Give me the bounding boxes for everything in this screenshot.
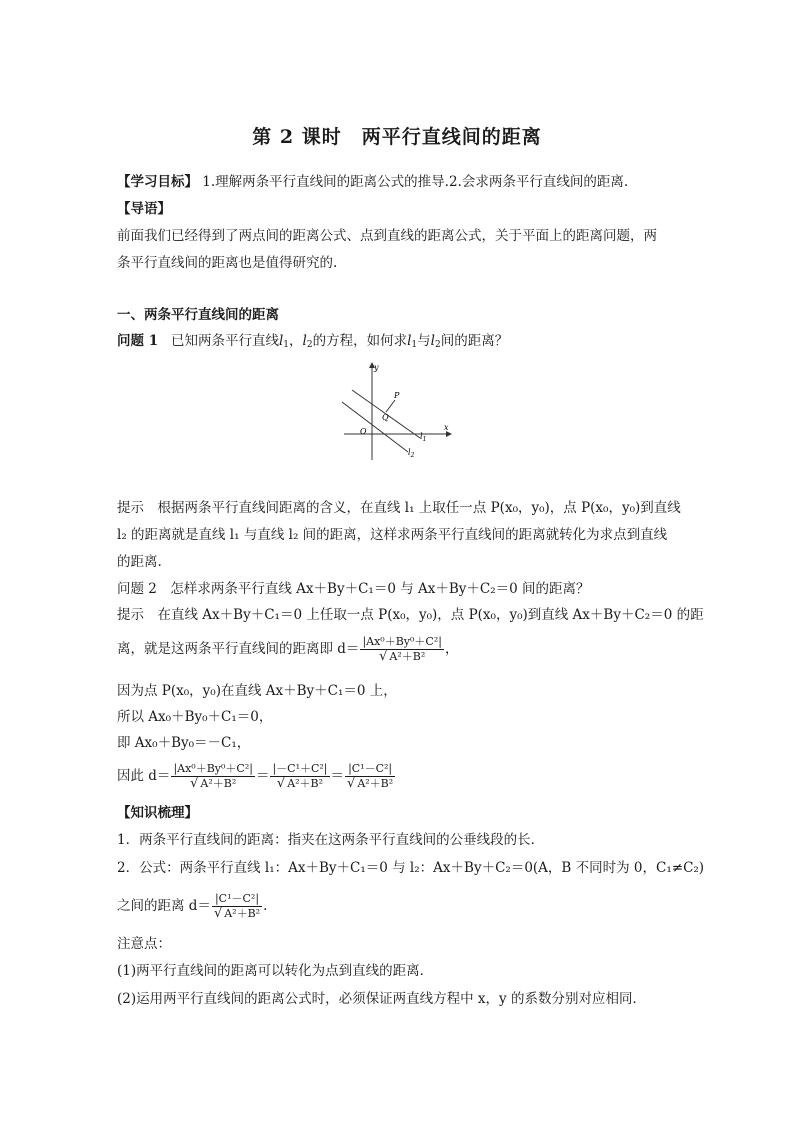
equals-sign: ＝ — [330, 768, 345, 784]
notes-tag: 注意点： — [117, 936, 171, 952]
fraction — [360, 636, 444, 663]
var-l: l — [278, 333, 284, 349]
subscript: 2 — [434, 340, 441, 350]
hint-2-line-4: 所以 Ax₀＋By₀＋C₁＝0， — [117, 709, 273, 725]
l2-label: $l_2$ — [408, 448, 415, 459]
question-1 — [117, 331, 508, 351]
hint-1-line-1: 提示 根据两条平行直线间距离的含义，在直线 l₁ 上取任一点 P(x₀，y₀)，点 P(x₀，y₀)到直线 — [117, 500, 681, 516]
fraction — [171, 763, 255, 790]
learning-objective — [117, 172, 628, 192]
question-1-text: 与 — [417, 333, 431, 349]
sqrt-icon: √ — [347, 776, 356, 791]
punctuation: ， — [444, 641, 459, 657]
point-q-label: Q — [382, 413, 389, 422]
separator: ， — [289, 333, 303, 349]
fraction-numerator: |－C¹＋C²| — [272, 762, 328, 775]
point-p-label: P — [394, 391, 400, 400]
perpendicular-segment — [386, 400, 395, 412]
sqrt-content: A²＋B² — [287, 777, 324, 790]
page-title: 第 2 课时 两平行直线间的距离 — [252, 126, 542, 148]
var-l: l — [430, 333, 435, 349]
sqrt-icon: √ — [190, 776, 199, 791]
fraction-denominator — [171, 777, 255, 790]
hint-2-text: 离，就是这两条平行直线间的距离即 d＝ — [117, 641, 360, 657]
intro-line-2: 条平行直线间的距离也是值得研究的. — [117, 255, 338, 271]
hint-1-line-2: l₂ 的距离就是直线 l₁ 与直线 l₂ 间的距离，这样求两条平行直线间的距离就转化为求点到直线 — [117, 527, 668, 543]
l1-label: $l_1$ — [420, 432, 427, 443]
fraction-denominator — [360, 650, 444, 663]
x-label: x — [444, 423, 449, 432]
fraction-numerator: |Ax⁰＋By⁰＋C²| — [362, 635, 442, 648]
note-2: (2)运用两平行直线间的距离公式时，必须保证两直线方程中 x，y 的系数分别对应相同． — [117, 991, 646, 1007]
sqrt-content: A²＋B² — [389, 650, 426, 663]
question-2: 问题 2 怎样求两条平行直线 Ax＋By＋C₁＝0 与 Ax＋By＋C₂＝0 间的距离？ — [117, 581, 590, 597]
intro-tag: 【导语】 — [117, 201, 171, 217]
hint-2-line-1: 提示 在直线 Ax＋By＋C₁＝0 上任取一点 P(x₀，y₀)，点 P(x₀，y₀)到直线 Ax＋By＋C₂＝0 的距 — [117, 607, 704, 623]
origin-label: O — [360, 427, 367, 436]
var-l: l — [407, 333, 412, 349]
var-l: l — [302, 333, 307, 349]
subscript: 1 — [283, 340, 290, 350]
sqrt-content: A²＋B² — [224, 907, 261, 920]
equals-sign: ＝ — [255, 768, 270, 784]
y-label: y — [374, 363, 379, 372]
question-1-text: 间的距离？ — [440, 333, 509, 349]
fraction — [270, 763, 329, 790]
sqrt-content: A²＋B² — [357, 777, 394, 790]
sqrt-icon: √ — [379, 649, 388, 664]
hint-2-text: 因此 d＝ — [117, 768, 171, 784]
question-1-text: 的方程，如何求 — [312, 333, 408, 349]
fraction-denominator — [212, 907, 262, 920]
fraction — [212, 893, 262, 920]
fraction-numerator: |Ax⁰＋By⁰＋C²| — [173, 762, 253, 775]
sqrt-icon: √ — [276, 776, 286, 791]
question-1-label: 问题 1 — [117, 333, 159, 349]
punctuation: . — [263, 898, 268, 914]
hint-2-line-5: 即 Ax₀＋By₀＝－C₁， — [117, 735, 251, 751]
sqrt-icon: √ — [213, 906, 223, 921]
section-heading: 一、两条平行直线间的距离 — [117, 307, 279, 323]
hint-2-line-6 — [117, 763, 396, 790]
fraction-numerator: |C¹－C²| — [345, 763, 395, 777]
objective-tag: 【学习目标】 — [117, 174, 198, 190]
note-1: (1)两平行直线间的距离可以转化为点到直线的距离． — [117, 963, 434, 979]
intro-line-1: 前面我们已经得到了两点间的距离公式、点到直线的距离公式，关于平面上的距离问题，两 — [117, 228, 657, 244]
hint-2-line-3: 因为点 P(x₀，y₀)在直线 Ax＋By＋C₁＝0 上， — [117, 683, 397, 699]
objective-text: 1.理解两条平行直线间的距离公式的推导.2.会求两条平行直线间的距离. — [202, 174, 629, 190]
question-1-text: 已知两条平行直线 — [170, 333, 279, 349]
fraction-denominator — [270, 777, 329, 790]
knowledge-text: 之间的距离 d＝ — [117, 898, 211, 914]
knowledge-item-2: 2．公式：两条平行直线 l₁：Ax＋By＋C₁＝0 与 l₂：Ax＋By＋C₂＝0(A，B 不同时为 0，C₁≠C₂) — [117, 860, 705, 876]
sqrt-content: A²＋B² — [200, 777, 237, 790]
fraction-denominator — [345, 777, 395, 790]
fraction — [345, 763, 395, 790]
hint-2-line-2 — [117, 636, 458, 663]
hint-1-line-3: 的距离. — [117, 554, 162, 570]
line-l2 — [342, 402, 408, 452]
subscript: 2 — [306, 340, 313, 350]
fraction-numerator: |C¹－C²| — [212, 893, 262, 907]
parallel-lines-figure — [338, 362, 458, 462]
knowledge-item-1: 1．两条平行直线间的距离：指夹在这两条平行直线间的公垂线段的长． — [117, 832, 545, 848]
subscript: 1 — [411, 340, 418, 350]
knowledge-item-2-formula — [117, 893, 267, 920]
knowledge-tag: 【知识梳理】 — [117, 805, 198, 821]
